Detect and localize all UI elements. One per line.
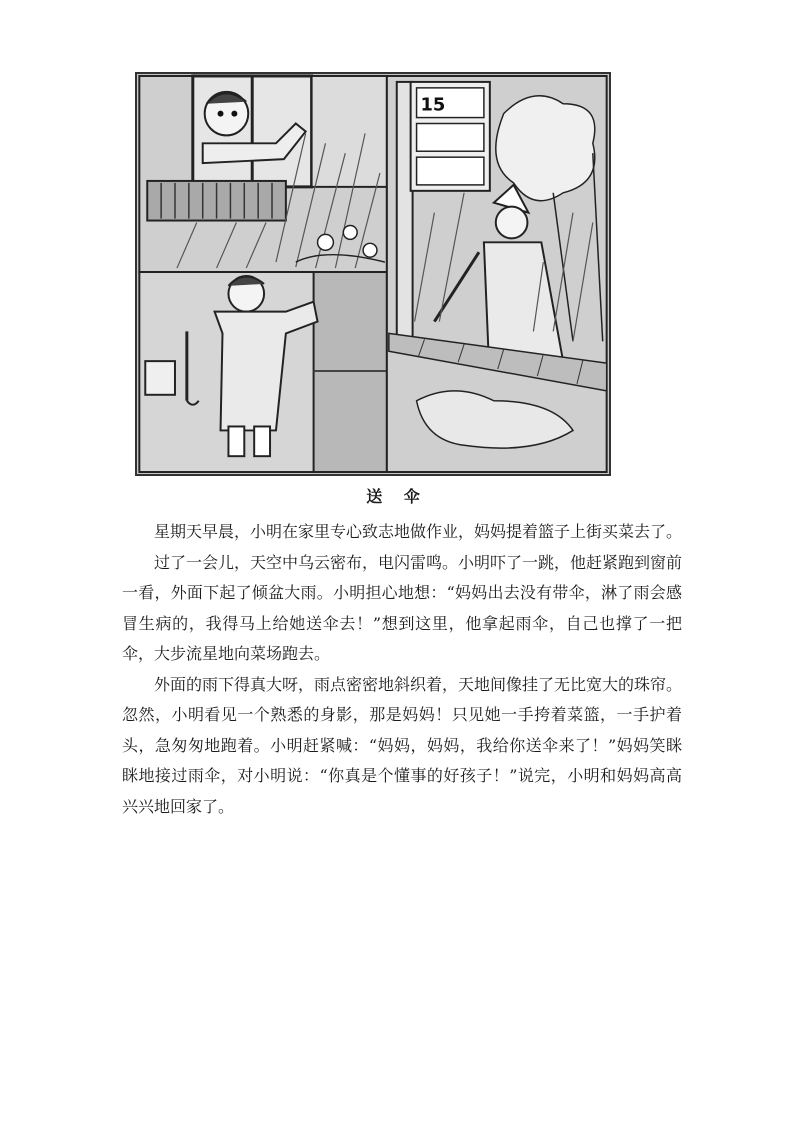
story-title: 送 伞: [366, 487, 428, 506]
mom-head-icon: [496, 207, 528, 239]
paragraph-1: 星期天早晨，小明在家里专心致志地做作业，妈妈提着篮子上街买菜去了。: [154, 522, 683, 541]
story-body: [122, 517, 682, 822]
sign-number: 15: [420, 94, 446, 116]
paragraph-3: 外面的雨下得真大呀，雨点密密地斜织着，天地间像挂了无比宽大的珠帘。忽然，小明看见一个熟悉的身影，那是妈妈！只见她一手挎着菜篮，一手护着头，急匆匆地跑着。小明赶紧喊：“妈妈，妈妈，我给你送伞来了！”妈妈笑眯眯地接过雨伞，对小明说：“你真是个懂事的好孩子！”说完，小明和妈妈高高兴兴地回家了。: [122, 674, 683, 816]
panel-window: [139, 76, 387, 272]
paragraph-2: 过了一会儿，天空中乌云密布，电闪雷鸣。小明吓了一跳，他赶紧跑到窗前一看，外面下起了倾盆大雨。小明担心地想：“妈妈出去没有带伞，淋了雨会感冒生病的，我得马上给她送伞去！”想到这里，他拿起雨伞，自己也撑了一把伞，大步流星地向菜场跑去。: [122, 552, 683, 663]
story-illustration: [135, 72, 611, 476]
panel-door: [139, 272, 387, 472]
panel-street: [387, 76, 607, 472]
